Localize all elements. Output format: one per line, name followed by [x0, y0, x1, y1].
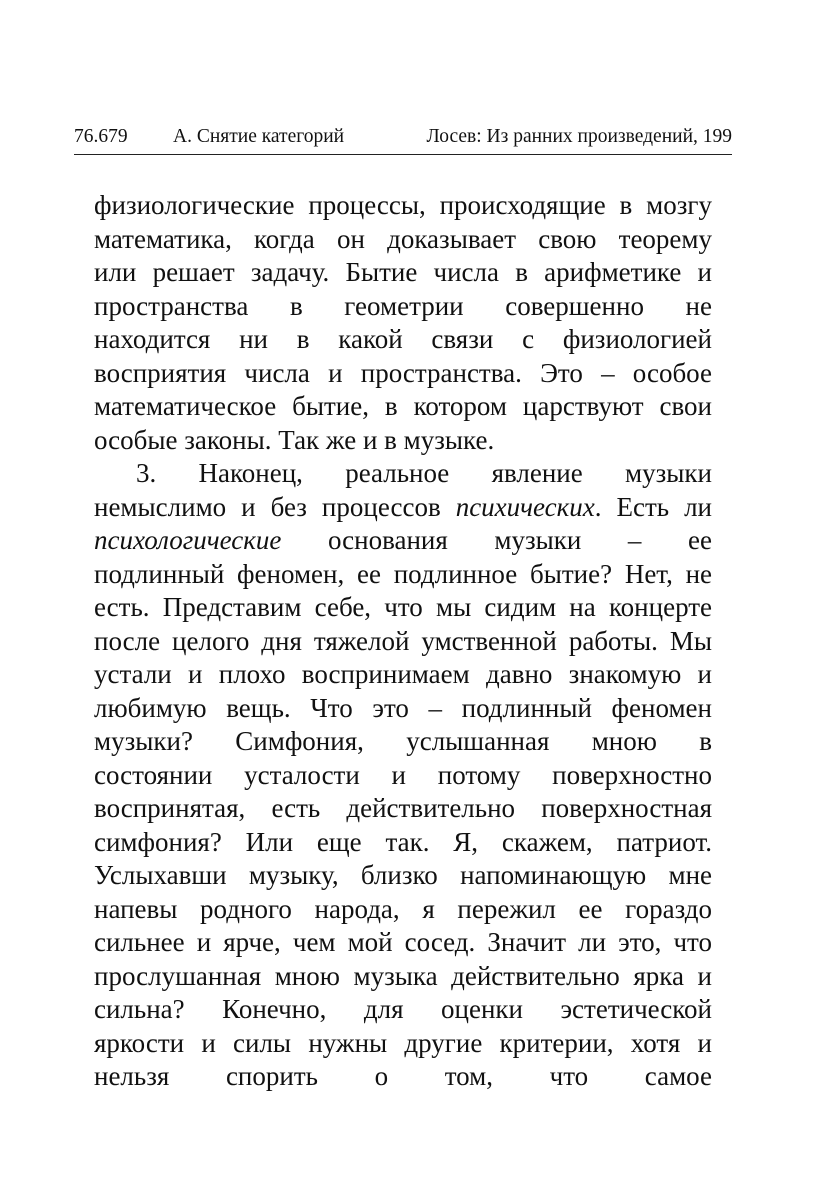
- text-line: симфония? Или еще так. Я, скажем, патриот.: [94, 826, 712, 857]
- document-id: 76.679: [74, 126, 128, 147]
- source-citation: Лосев: Из ранних произведений, 199: [426, 126, 732, 147]
- text-line: [94, 524, 712, 558]
- text-line: после целого дня тяжелой умственной работы. Мы: [94, 625, 712, 656]
- text-line: есть. Представим себе, что мы сидим на концерте: [94, 592, 712, 622]
- text-line: сильна? Конечно, для оценки эстетической: [94, 994, 712, 1024]
- text-line: яркости и силы нужны другие критерии, хотя и: [94, 1027, 712, 1058]
- running-header: [74, 120, 732, 155]
- text-run: немыслимо и без процессов: [94, 491, 456, 522]
- text-line: [94, 491, 712, 525]
- italic-term: психических: [455, 491, 595, 522]
- text-line: нельзя спорить о том, что самое: [94, 1061, 712, 1091]
- body-text: [94, 189, 712, 1094]
- text-run: основания музыки – ее: [281, 525, 712, 555]
- text-line: особые законы. Так же и в музыке.: [94, 424, 495, 455]
- text-line: или решает задачу. Бытие числа в арифметике и: [94, 257, 712, 287]
- text-line: любимую вещь. Что это – подлинный феномен: [94, 692, 712, 723]
- text-line: Услыхавши музыку, близко напоминающую мне: [94, 860, 712, 890]
- text-line: физиологические процессы, происходящие в мозгу: [94, 190, 712, 220]
- text-line: прослушанная мною музыка действительно ярка и: [94, 960, 712, 991]
- text-line: подлинный феномен, ее подлинное бытие? Нет, не: [94, 558, 712, 589]
- text-line: пространства в геометрии совершенно не: [94, 290, 712, 321]
- text-line: музыки? Симфония, услышанная мною в: [94, 726, 712, 756]
- italic-term: психологические: [94, 525, 282, 555]
- text-line: сильнее и ярче, чем мой сосед. Значит ли это, что: [94, 927, 712, 957]
- text-line: воспринятая, есть действительно поверхностная: [94, 793, 712, 823]
- text-line: напевы родного народа, я пережил ее гораздо: [94, 893, 712, 924]
- text-line: находится ни в какой связи с физиологией: [94, 324, 712, 354]
- text-line: математика, когда он доказывает свою теорему: [94, 223, 712, 254]
- text-line: восприятия числа и пространства. Это – особое: [94, 357, 712, 388]
- paragraph-first-line: 3. Наконец, реальное явление музыки: [136, 458, 712, 488]
- text-line: состоянии усталости и потому поверхностно: [94, 759, 712, 790]
- section-title: А. Снятие категорий: [173, 126, 345, 147]
- text-run: . Есть ли: [594, 491, 712, 522]
- text-line: устали и плохо воспринимаем давно знакомую и: [94, 659, 712, 689]
- text-line: математическое бытие, в котором царствуют свои: [94, 391, 712, 421]
